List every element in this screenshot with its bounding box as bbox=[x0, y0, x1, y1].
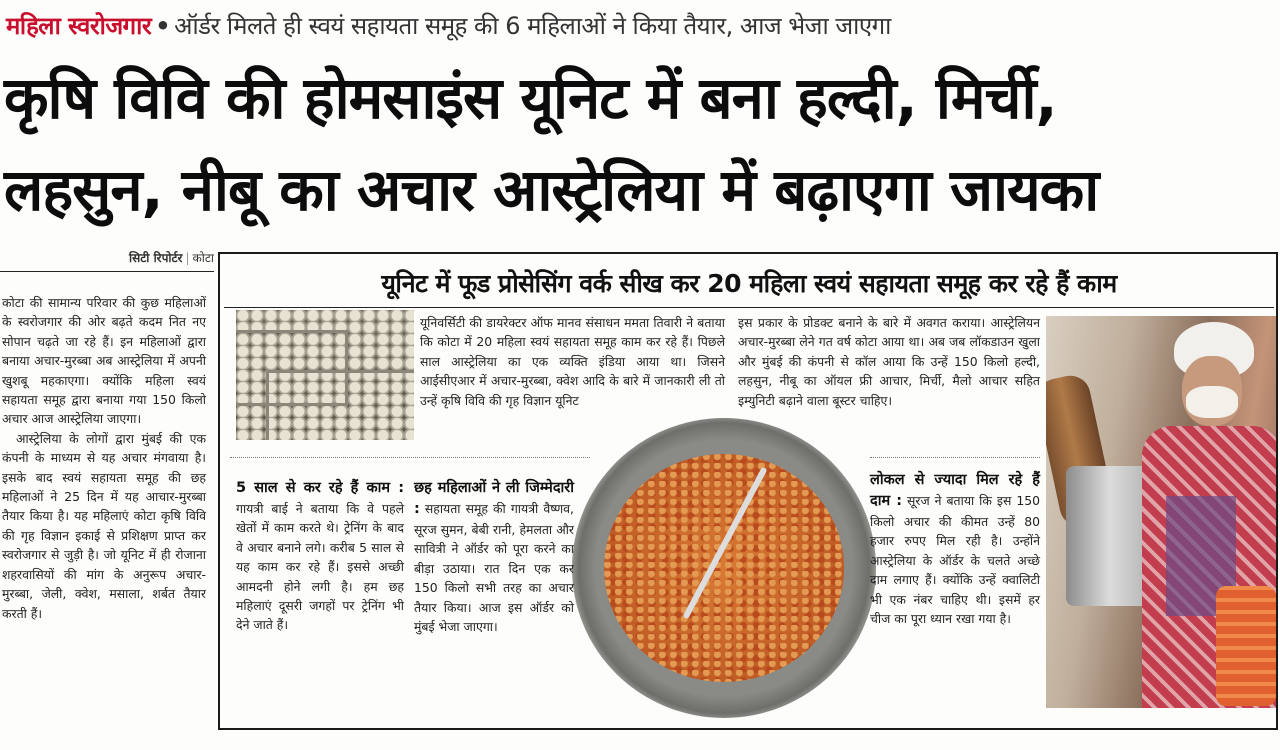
jars-photo bbox=[236, 310, 414, 440]
middle-paragraph: यूनिवर्सिटी की डायरेक्टर ऑफ मानव संसाधन ममता तिवारी ने बताया कि कोटा में 20 महिला स्वयं सहायता समूह काम कर रहे हैं। पिछले साल आस्ट्रेलिया का एक व्यक्ति इंडिया आया था। जिसने आईसीएआर में अचार-मुरब्बा, क्वेश आदि के बारे में जानकारी ली तो उन्हें कृषि विवि की गृह विज्ञान यूनिट bbox=[420, 315, 725, 408]
middle-column bbox=[420, 313, 725, 431]
left-paragraph-1: कोटा की सामान्य परिवार की कुछ महिलाओं के स्वरोजगार की ओर बढ़ते कदम नित नए सोपान चढ़ते जा रहे हैं। इन महिलाओं द्वारा बनाया अचार-मुरब्बा अब आस्ट्रेलिया में अपनी खुशबू महकाएगा। क्योंकि महिला स्वयं सहायता समूह द्वारा बनाया गया 150 किलो अचार आज आस्ट्रेलिया जाएगा। bbox=[2, 295, 206, 427]
byline-city: कोटा bbox=[192, 251, 214, 265]
pickle-mix bbox=[604, 454, 844, 682]
face-mask bbox=[1186, 386, 1238, 418]
bullet: • bbox=[155, 12, 171, 40]
pickle-bowl-photo bbox=[572, 418, 876, 718]
section-higher-price bbox=[870, 470, 1040, 715]
dotted-divider bbox=[870, 457, 1040, 458]
dotted-divider bbox=[230, 457, 590, 458]
box-subhead: यूनिट में फूड प्रोसेसिंग वर्क सीख कर 20 महिला स्वयं सहायता समूह कर रहे हैं काम bbox=[381, 269, 1117, 298]
byline-reporter: सिटी रिपोर्टर bbox=[129, 251, 183, 265]
section-five-years bbox=[236, 478, 404, 718]
byline bbox=[0, 249, 214, 269]
section-higher-price-heading: लोकल से ज्यादा मिल रहे हैं दाम : bbox=[870, 472, 1040, 509]
headline-line-1: कृषि विवि की होमसाइंस यूनिट में बना हल्दी, मिर्ची, bbox=[4, 64, 1057, 132]
jar-tray bbox=[266, 370, 414, 440]
right-column bbox=[738, 313, 1040, 438]
subhead-rule bbox=[224, 307, 1274, 308]
kicker-text: ऑर्डर मिलते ही स्वयं सहायता समूह की 6 महिलाओं ने किया तैयार, आज भेजा जाएगा bbox=[174, 12, 891, 40]
left-paragraph-2: आस्ट्रेलिया के लोगों द्वारा मुंबई की एक कंपनी के माध्यम से यह अचार मंगवाया है। इसके बाद स्वयं सहायता समूह की छह महिलाओं ने 25 दिन में यह आचार-मुरब्बा तैयार किया है। यह महिलाएं कोटा कृषि विवि की गृह विज्ञान इकाई से प्रशिक्षण प्राप्त कर स्वरोजगार से जुड़ी है। जो यूनिट में ही रोजाना शहरवासियों की मांग के अनुरूप अचार-मुरब्बा, जेली, क्वेश, मसाला, शर्बत तैयार करती हैं। bbox=[2, 430, 206, 621]
headline-line-2: लहसुन, नीबू का अचार आस्ट्रेलिया में बढ़ाएगा जायका bbox=[4, 156, 1099, 224]
section-six-women-heading: छह महिलाओं ने ली जिम्मेदारी : bbox=[414, 480, 574, 517]
byline-rule bbox=[0, 271, 214, 272]
section-five-years-heading: 5 साल से कर रहे हैं काम : bbox=[236, 480, 404, 496]
left-column bbox=[2, 293, 206, 738]
section-label: महिला स्वरोजगार bbox=[6, 12, 152, 40]
carrots bbox=[1216, 586, 1276, 706]
woman-photo bbox=[1046, 316, 1276, 708]
section-six-women-body: सहायता समूह की गायत्री वैष्णव, सूरज सुमन, बेबी रानी, हेमलता और सावित्री ने ऑर्डर को पूरा करने का बीड़ा उठाया। रात दिन एक कर 150 किलो सभी तरह का अचार तैयार किया। आज इस ऑर्डर को मुंबई भेजा जाएगा। bbox=[414, 501, 574, 635]
kicker-line bbox=[6, 6, 1276, 46]
section-six-women bbox=[414, 478, 574, 718]
section-higher-price-body: सूरज ने बताया कि इस 150 किलो अचार की कीमत उन्हें 80 हजार रुपए मिल रही है। उन्होंने आस्ट्रेलिया के ऑर्डर के चलते अच्छे दाम लगाए हैं। क्योंकि उन्हें क्वालिटी भी एक नंबर चाहिए थी। इसमें हर चीज का पूरा ध्यान रखा गया है। bbox=[870, 493, 1040, 627]
byline-separator: | bbox=[185, 251, 190, 265]
section-five-years-body: गायत्री बाई ने बताया कि वे पहले खेतों में काम करते थे। ट्रेनिंग के बाद वे अचार बनाने लगे। करीब 5 साल से यह काम कर रहे हैं। इससे अच्छी आमदनी होने लगी है। हम छह महिलाएं दूसरी जगहों पर ट्रेनिंग भी देने जाते हैं। bbox=[236, 501, 404, 633]
right-paragraph: इस प्रकार के प्रोडक्ट बनाने के बारे में अवगत कराया। आस्ट्रेलियन अचार-मुरब्बा लेने गत वर्ष कोटा आया था। अब जब लॉकडाउन खुला और मुंबई की कंपनी से कॉल आया कि उन्हें 150 किलो हल्दी, लहसुन, नीबू का ऑयल फ्री आचार, मिर्ची, मैलो आचार सहित इम्युनिटी बढ़ाने वाला बूस्टर चाहिए। bbox=[738, 315, 1040, 408]
